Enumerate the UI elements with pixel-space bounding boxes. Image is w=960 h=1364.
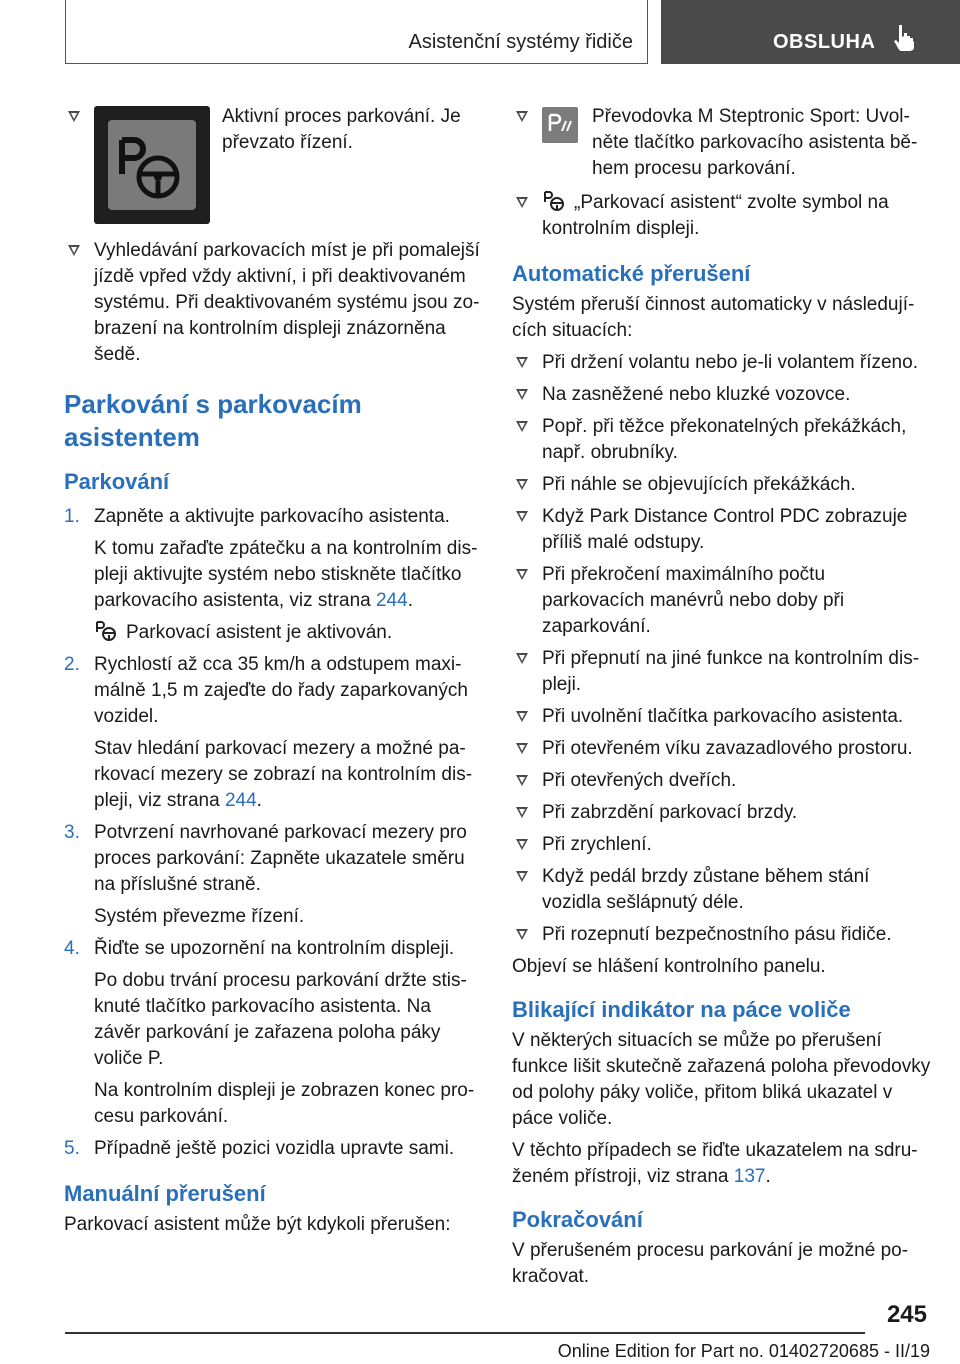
step-4	[64, 936, 482, 962]
step-2-detail	[64, 736, 482, 814]
step-1-detail	[64, 536, 482, 614]
page-link-244[interactable]: 244	[224, 790, 257, 811]
heading-manual-interruption: Manuální přerušení	[64, 1181, 266, 1206]
chapter-tab[interactable]	[661, 0, 960, 64]
auto-interruption-item	[512, 768, 932, 794]
search-note-text: Vyhledávání parkovacích míst je při pomalejší jízdě vpřed vždy aktivní, i při deaktivovaném systému. Při deaktivovaném systému jsou zobrazení na kontrolním displeji znázorněna šedě.	[94, 240, 480, 365]
auto-interruption-item-text: Při uvolnění tlačítka parkovacího asistenta.	[542, 706, 904, 727]
heading-continuation: Pokračování	[512, 1207, 643, 1232]
blink-text: V některých situacích se může po přerušení funkce lišit skutečně zařazená poloha převodovky od polohy páky voliče, přitom bliká ukazatel v páce voliče.	[512, 1030, 931, 1129]
symbol-item	[512, 190, 932, 242]
bullet-triangle-icon	[516, 421, 528, 432]
step-5	[64, 1136, 482, 1162]
step-2-detail-text: Stav hledání parkovací mezery a možné parkovací mezery se zobrazí na kontrolním displeji, viz strana	[94, 738, 473, 811]
auto-interruption-item-text: Popř. při těžce překonatelných překážkách, např. obrubníky.	[542, 416, 907, 463]
bullet-triangle-icon	[516, 569, 528, 580]
page-link-244[interactable]: 244	[375, 590, 408, 611]
auto-interruption-item-text: Když pedál brzdy zůstane během stání vozidla sešlápnutý déle.	[542, 866, 870, 913]
step-1-icon-text: Parkovací asistent je aktivován.	[126, 622, 393, 643]
bullet-triangle-icon	[516, 775, 528, 786]
punctuation: .	[256, 790, 262, 811]
auto-interruption-item-text: Při náhle se objevujících překážkách.	[542, 474, 856, 495]
auto-interruption-item	[512, 736, 932, 762]
step-text: Případně ještě pozici vozidla upravte sami.	[94, 1138, 455, 1159]
step-number: 3.	[64, 822, 80, 843]
bullet-triangle-icon	[516, 111, 528, 122]
auto-interruption-item	[512, 864, 932, 916]
header-section-box	[65, 0, 648, 64]
bullet-triangle-icon	[516, 479, 528, 490]
bullet-triangle-icon	[516, 197, 528, 208]
auto-interruption-item	[512, 704, 932, 730]
step-text: Řiďte se upozornění na kontrolním displeji.	[94, 938, 455, 959]
blink-text-2-body: V těchto případech se řiďte ukazatelem na sdruženém přístroji, viz strana	[512, 1140, 918, 1187]
step-3-detail: Systém převezme řízení.	[94, 906, 305, 927]
auto-interruption-item-text: Při přepnutí na jiné funkce na kontrolním displeji.	[542, 648, 920, 695]
continuation-text: V přerušeném procesu parkování je možné pokračovat.	[512, 1240, 909, 1287]
auto-interruption-item-text: Při zabrzdění parkovací brzdy.	[542, 802, 798, 823]
bullet-triangle-icon	[68, 111, 80, 122]
bullet-triangle-icon	[516, 711, 528, 722]
parking-assistant-icon	[94, 620, 118, 642]
step-2	[64, 652, 482, 730]
step-number: 4.	[64, 938, 80, 959]
auto-interruption-item-text: Při otevřeném víku zavazadlového prostoru.	[542, 738, 913, 759]
heading-blinking-indicator: Blikající indikátor na páce voliče	[512, 997, 851, 1022]
right-column	[512, 104, 932, 1296]
bullet-triangle-icon	[516, 839, 528, 850]
hand-pointer-icon	[893, 23, 919, 51]
auto-interruption-item-text: Při překročení maximálního počtu parkovacích manévrů nebo doby při zaparkování.	[542, 564, 845, 637]
bullet-triangle-icon	[516, 653, 528, 664]
heading-parkovani: Parkování	[64, 469, 170, 494]
parking-assistant-active-icon	[94, 106, 210, 224]
auto-interruption-item	[512, 350, 932, 376]
step-1	[64, 504, 482, 530]
chapter-tab-label: OBSLUHA	[773, 31, 876, 53]
auto-interruption-item-text: Při zrychlení.	[542, 834, 652, 855]
step-1-detail-text: K tomu zařaďte zpátečku a na kontrolním displeji aktivujte systém nebo stiskněte tlačítko parkovacího asistenta, viz strana	[94, 538, 478, 611]
step-3	[64, 820, 482, 898]
edition-text: Online Edition for Part no. 01402720685 - II/19	[557, 1341, 930, 1361]
auto-interruption-item	[512, 832, 932, 858]
page-number: 245	[886, 1301, 927, 1328]
auto-interruption-list	[512, 350, 932, 948]
step-4-detail-1: Po dobu trvání procesu parkování držte stisknuté tlačítko parkovacího asistenta. Na závěr parkování je zařazena poloha páky voliče P.	[94, 970, 467, 1069]
bullet-triangle-icon	[516, 807, 528, 818]
parking-button-icon	[542, 107, 578, 143]
bullet-triangle-icon	[516, 389, 528, 400]
active-icon-item	[64, 104, 482, 228]
auto-interruption-item	[512, 382, 932, 408]
auto-interruption-item	[512, 562, 932, 640]
steptronic-item	[512, 104, 932, 182]
auto-interruption-item-text: Při rozepnutí bezpečnostního pásu řidiče.	[542, 924, 892, 945]
bullet-triangle-icon	[516, 511, 528, 522]
footer-divider	[65, 1332, 865, 1334]
parking-assistant-icon	[542, 190, 566, 212]
steptronic-text: Převodovka M Steptronic Sport: Uvolněte tlačítko parkovacího asistenta během procesu parkování.	[592, 106, 918, 179]
step-number: 5.	[64, 1138, 80, 1159]
auto-interruption-item	[512, 922, 932, 948]
steering-wheel-icon	[108, 120, 196, 210]
manual-interruption-text: Parkovací asistent může být kdykoli přerušen:	[64, 1214, 451, 1235]
step-number: 1.	[64, 506, 80, 527]
auto-interruption-item	[512, 646, 932, 698]
left-column	[64, 104, 482, 1244]
auto-interruption-item	[512, 800, 932, 826]
bullet-triangle-icon	[516, 929, 528, 940]
heading-automatic-interruption: Automatické přerušení	[512, 261, 751, 286]
step-number: 2.	[64, 654, 80, 675]
punctuation: .	[407, 590, 413, 611]
bullet-triangle-icon	[516, 743, 528, 754]
step-text: Potvrzení navrhované parkovací mezery pro proces parkování: Zapněte ukazatele směru na příslušné straně.	[94, 822, 467, 895]
auto-interruption-item-text: Při otevřených dveřích.	[542, 770, 737, 791]
blink-text-2	[512, 1138, 932, 1190]
bullet-triangle-icon	[516, 871, 528, 882]
punctuation: .	[765, 1166, 771, 1187]
step-1-icon-line	[64, 620, 482, 646]
search-note-item	[64, 238, 482, 368]
symbol-text: „Parkovací asistent“ zvolte symbol na kontrolním displeji.	[542, 192, 889, 239]
auto-interruption-item-text: Na zasněžené nebo kluzké vozovce.	[542, 384, 851, 405]
step-text: Rychlostí až cca 35 km/h a odstupem maximálně 1,5 m zajeďte do řady zaparkovaných vozidel.	[94, 654, 468, 727]
auto-interruption-item-text: Při držení volantu nebo je-li volantem řízeno.	[542, 352, 918, 373]
auto-interruption-item	[512, 504, 932, 556]
page-link-137[interactable]: 137	[733, 1166, 766, 1187]
auto-intro-text: Systém přeruší činnost automaticky v následujících situacích:	[512, 294, 915, 341]
auto-interruption-item	[512, 414, 932, 466]
heading-parking-with-assistant: Parkování s parkovacím asistentem	[64, 389, 362, 452]
step-text: Zapněte a aktivujte parkovacího asistenta.	[94, 506, 450, 527]
section-title: Asistenční systémy řidiče	[408, 31, 633, 53]
step-4-detail-2: Na kontrolním displeji je zobrazen konec procesu parkování.	[94, 1080, 475, 1127]
auto-interruption-item	[512, 472, 932, 498]
auto-outro-text: Objeví se hlášení kontrolního panelu.	[512, 956, 826, 977]
active-icon-text: Aktivní proces parkování. Je převzato řízení.	[222, 106, 461, 153]
bullet-triangle-icon	[68, 245, 80, 256]
bullet-triangle-icon	[516, 357, 528, 368]
auto-interruption-item-text: Když Park Distance Control PDC zobrazuje příliš malé odstupy.	[542, 506, 908, 553]
